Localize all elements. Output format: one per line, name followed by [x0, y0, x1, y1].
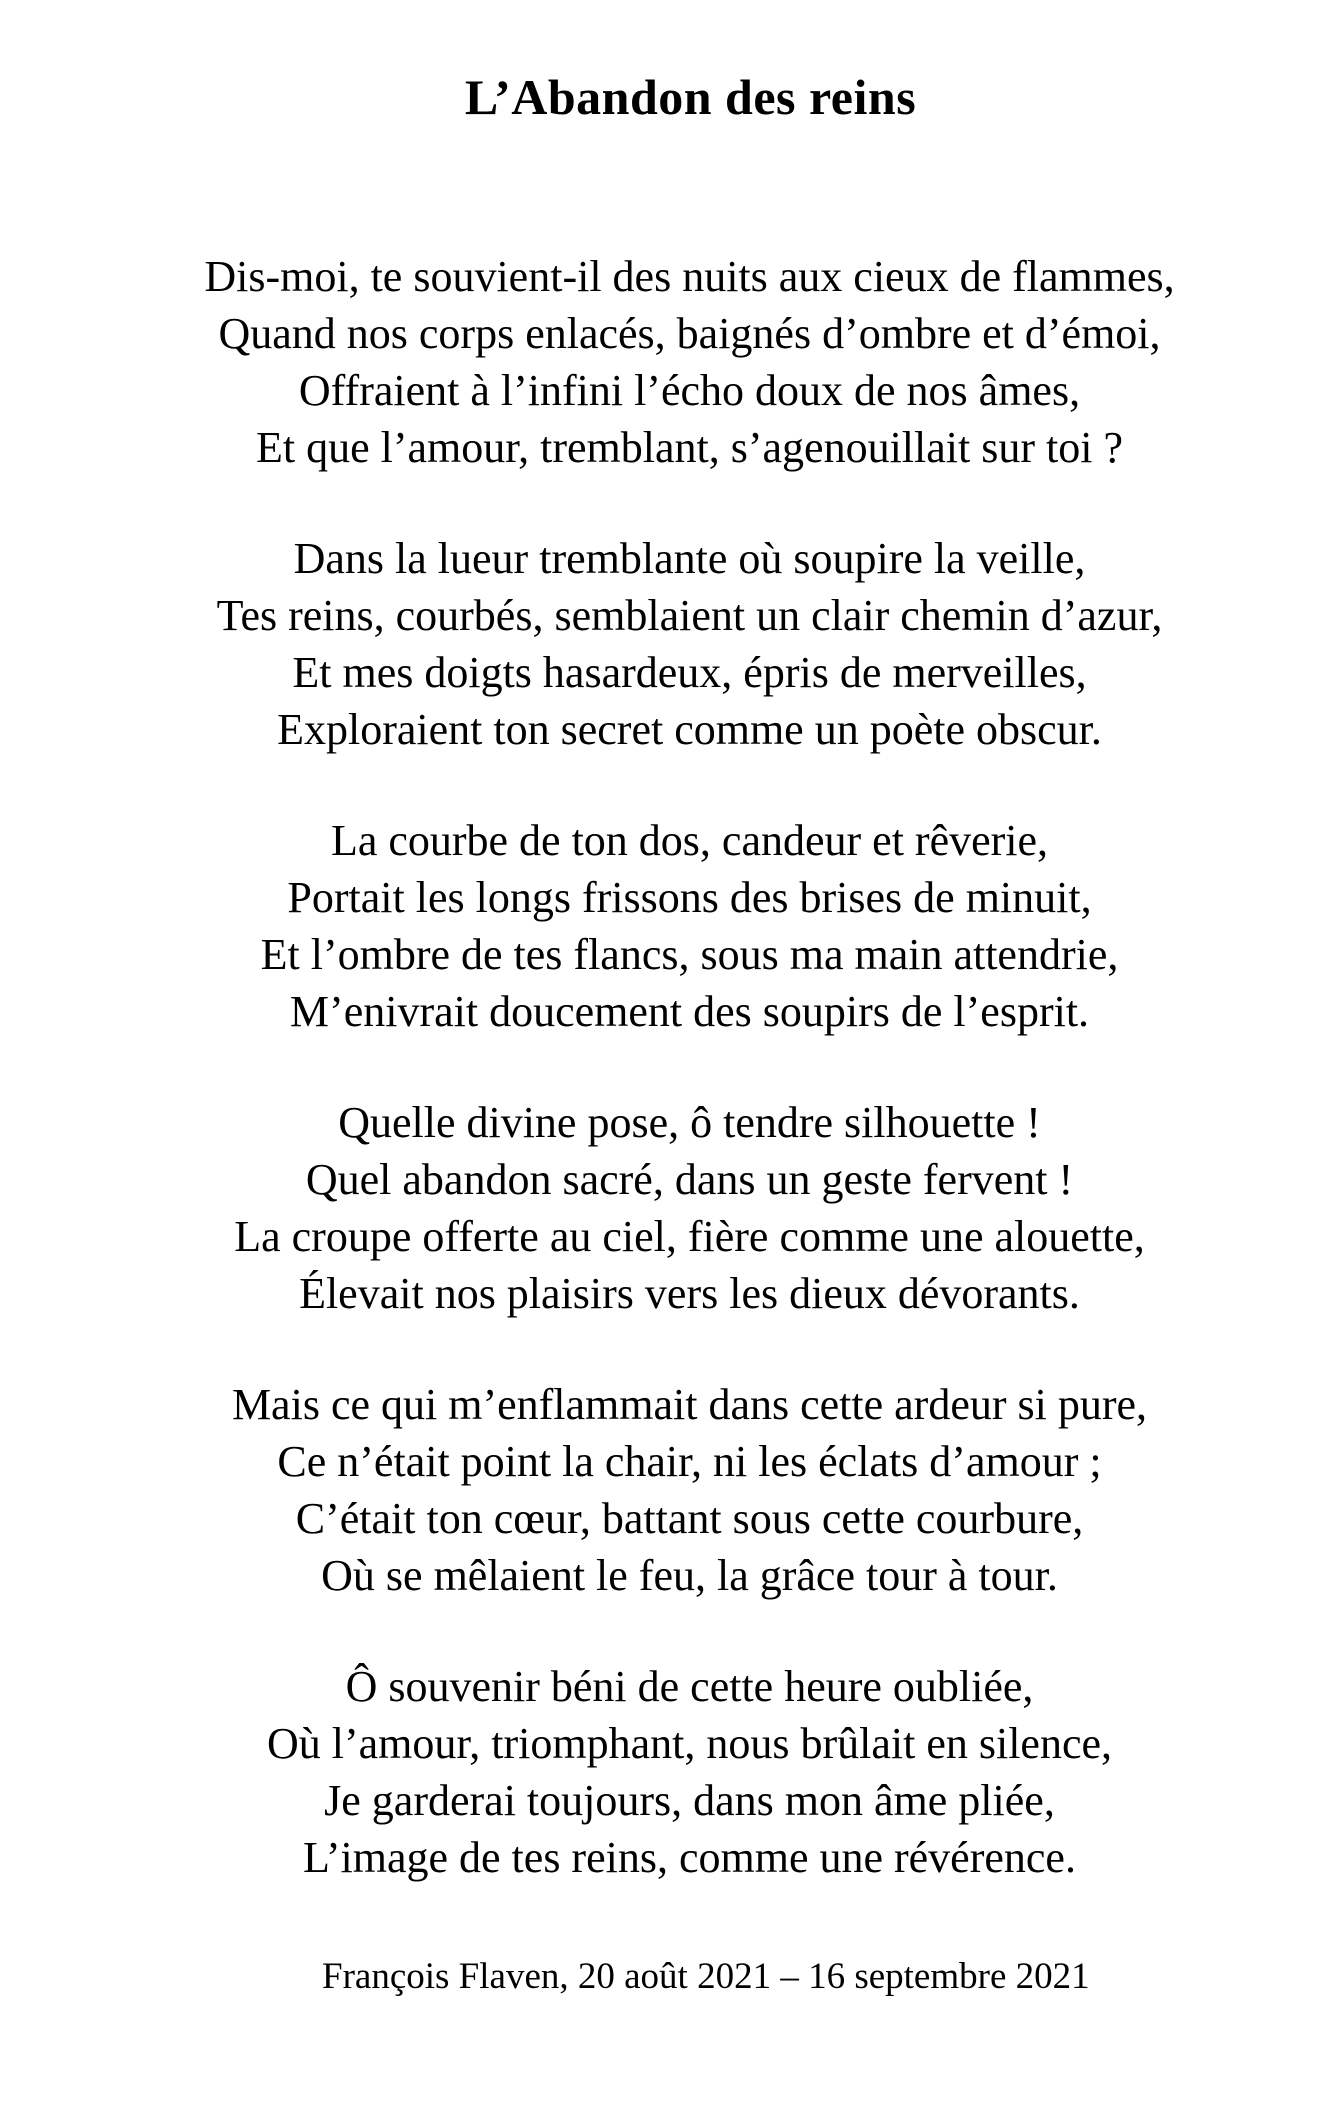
poem-line: M’enivrait doucement des soupirs de l’esprit. [289, 987, 1090, 1036]
stanza-1 [0, 248, 1341, 476]
poem-line: Tes reins, courbés, semblaient un clair chemin d’azur, [216, 591, 1163, 640]
poem-line: C’était ton cœur, battant sous cette courbure, [295, 1494, 1084, 1543]
stanza-5 [0, 1376, 1341, 1604]
stanza-4 [0, 1094, 1341, 1322]
poem-line: L’image de tes reins, comme une révérence. [303, 1833, 1076, 1882]
poem-line: Offraient à l’infini l’écho doux de nos âmes, [298, 366, 1081, 415]
poem-line: Où l’amour, triomphant, nous brûlait en silence, [266, 1719, 1113, 1768]
poem-line: Où se mêlaient le feu, la grâce tour à tour. [321, 1551, 1058, 1600]
stanza-3 [0, 812, 1341, 1040]
poem-line: Ce n’était point la chair, ni les éclats d’amour ; [277, 1437, 1102, 1486]
author-signature: François Flaven, 20 août 2021 – 16 septembre 2021 [322, 1956, 1090, 1997]
poem-line: Quand nos corps enlacés, baignés d’ombre et d’émoi, [218, 309, 1161, 358]
poem-title: L’Abandon des reins [464, 69, 917, 125]
poem-line: Dans la lueur tremblante où soupire la veille, [293, 534, 1086, 583]
poem-line: La courbe de ton dos, candeur et rêverie, [330, 816, 1049, 865]
poem-line: Quelle divine pose, ô tendre silhouette ! [338, 1098, 1041, 1147]
poem-line: Exploraient ton secret comme un poète obscur. [277, 705, 1102, 754]
poem-line: Mais ce qui m’enflammait dans cette ardeur si pure, [231, 1380, 1148, 1429]
poem-line: Et mes doigts hasardeux, épris de merveilles, [292, 648, 1087, 697]
poem-line: Quel abandon sacré, dans un geste fervent ! [305, 1155, 1074, 1204]
poem-line: La croupe offerte au ciel, fière comme une alouette, [234, 1212, 1145, 1261]
poem-line: Portait les longs frissons des brises de minuit, [287, 873, 1092, 922]
poem-line: Dis-moi, te souvient-il des nuits aux cieux de flammes, [204, 252, 1175, 301]
poem-line: Ô souvenir béni de cette heure oubliée, [345, 1662, 1034, 1711]
stanza-6 [0, 1658, 1341, 1886]
poem-line: Et que l’amour, tremblant, s’agenouillait sur toi ? [255, 423, 1123, 472]
poem-line: Et l’ombre de tes flancs, sous ma main attendrie, [260, 930, 1119, 979]
poem-body [0, 248, 1341, 1940]
poem-line: Je garderai toujours, dans mon âme pliée, [324, 1776, 1055, 1825]
stanza-2 [0, 530, 1341, 758]
poem-line: Élevait nos plaisirs vers les dieux dévorants. [299, 1269, 1080, 1318]
